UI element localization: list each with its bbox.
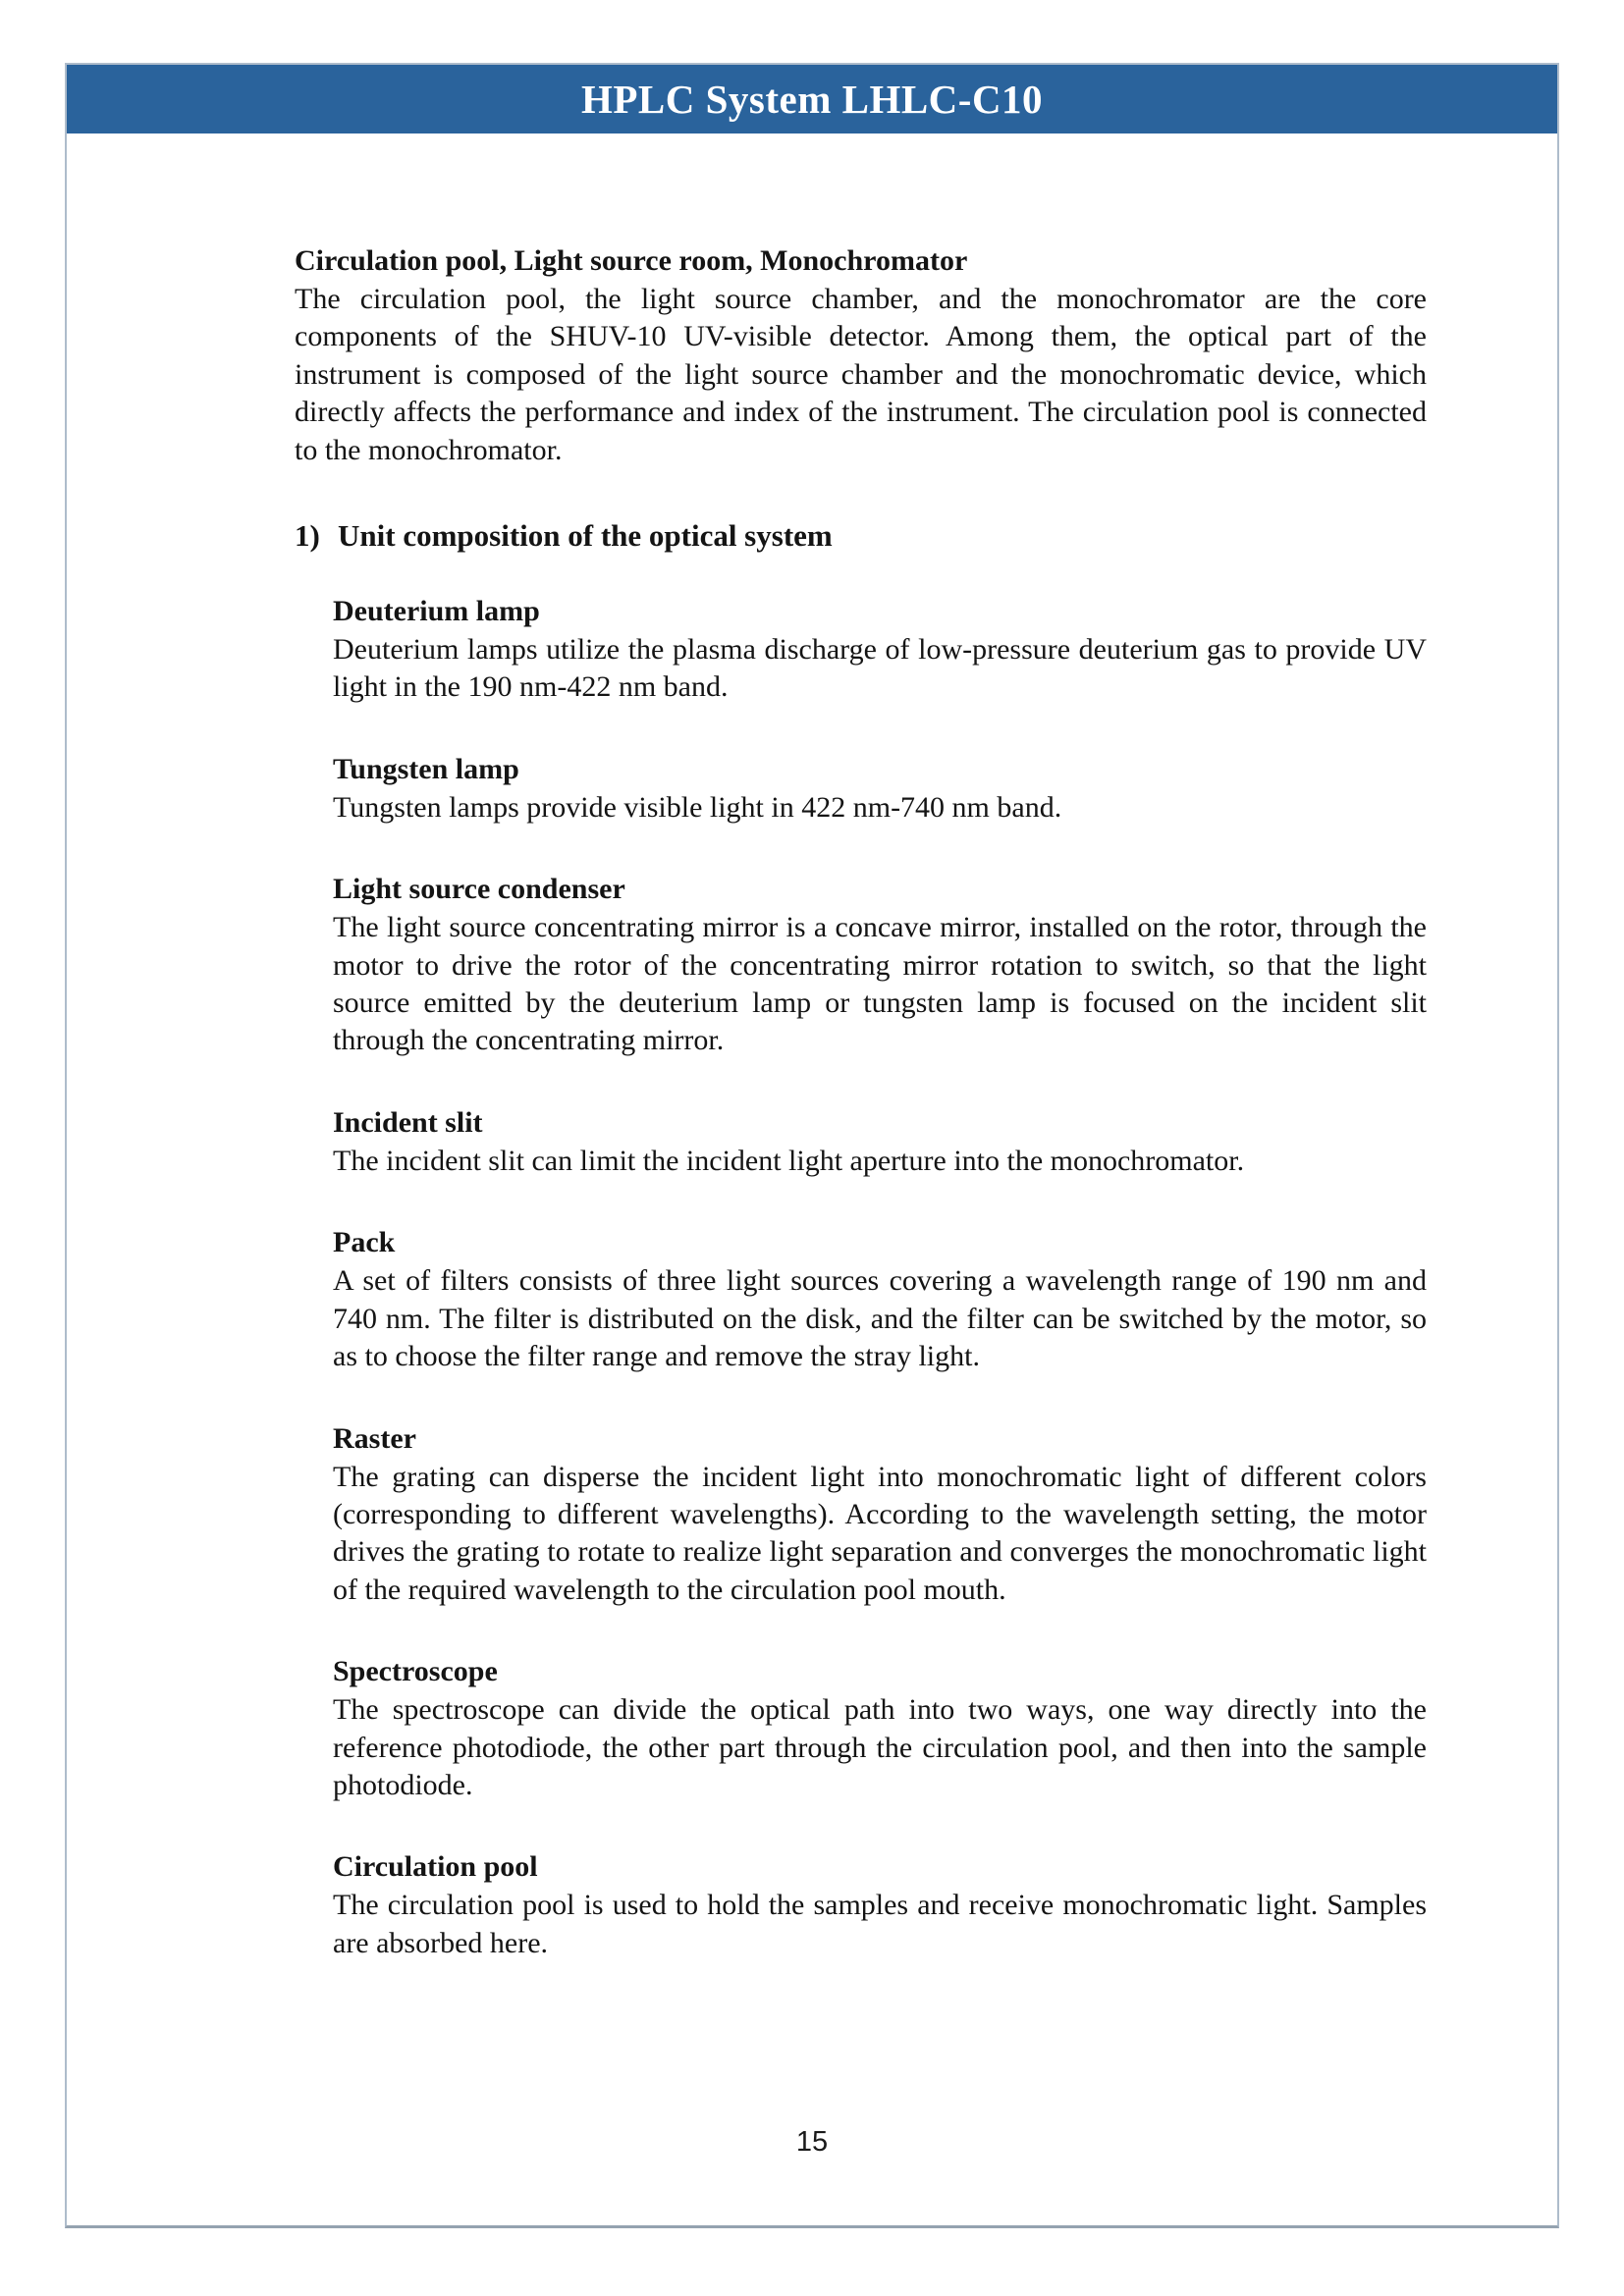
subsection-title: Light source condenser (333, 873, 625, 906)
subsection-body: The grating can disperse the incident light into monochromatic light of different colors (corresponding to different wavelengths). According to the wavelength setting, the motor drives the grating to rotate to realize light separation and converges the monochromatic light of the required wavelength to the circulation pool mouth. (333, 1460, 1427, 1606)
intro-paragraph: The circulation pool, the light source chamber, and the monochromator are the core components of the SHUV-10 UV-visible detector. Among them, the optical part of the instrument is composed of the light source chamber and the monochromatic device, which directly affects the performance and index of the instrument. The circulation pool is connected to the monochromator. (295, 283, 1427, 466)
subsection-title: Incident slit (333, 1105, 483, 1139)
subsection-title: Spectroscope (333, 1655, 498, 1688)
subsection-tungsten-lamp (333, 750, 1427, 827)
subsection-incident-slit (333, 1103, 1427, 1180)
list-title: Unit composition of the optical system (338, 518, 833, 554)
list-number: 1) (295, 518, 320, 554)
subsection-title: Pack (333, 1226, 396, 1259)
document-page (65, 63, 1559, 2228)
subsection-circulation-pool (333, 1847, 1427, 1962)
page-content (67, 133, 1557, 1962)
subsection-title: Deuterium lamp (333, 595, 540, 628)
subsection-deuterium-lamp (333, 592, 1427, 707)
subsection-raster (333, 1419, 1427, 1610)
page-header (67, 65, 1557, 133)
subsection-title: Tungsten lamp (333, 752, 519, 785)
intro-section (295, 241, 1427, 469)
page-header-title: HPLC System LHLC-C10 (580, 77, 1044, 122)
subsection-body: Deuterium lamps utilize the plasma discharge of low-pressure deuterium gas to provide UV light in the 190 nm-422 nm band. (333, 633, 1427, 704)
page-number: 15 (795, 2126, 829, 2158)
subsection-body: The spectroscope can divide the optical path into two ways, one way directly into the reference photodiode, the other part through the circulation pool, and then into the sample photodiode. (333, 1693, 1427, 1801)
subsection-body: The circulation pool is used to hold the samples and receive monochromatic light. Samples are absorbed here. (333, 1889, 1427, 1959)
numbered-list-item (295, 516, 1427, 556)
subsection-body: The incident slit can limit the incident light aperture into the monochromator. (333, 1144, 1245, 1177)
subsection-light-source-condenser (333, 870, 1427, 1060)
subsection-pack (333, 1223, 1427, 1375)
subsection-body: The light source concentrating mirror is a concave mirror, installed on the rotor, through the motor to drive the rotor of the concentrating mirror rotation to switch, so that the light source emitted by the deuterium lamp or tungsten lamp is focused on the incident slit through the concentrating mirror. (333, 911, 1427, 1057)
subsection-spectroscope (333, 1652, 1427, 1804)
subsection-title: Raster (333, 1421, 416, 1455)
subsection-body: A set of filters consists of three light sources covering a wavelength range of 190 nm and 740 nm. The filter is distributed on the disk, and the filter can be switched by the motor, so as to choose the filter range and remove the stray light. (333, 1264, 1427, 1373)
subsection-title: Circulation pool (333, 1850, 538, 1884)
intro-heading: Circulation pool, Light source room, Monochromator (295, 244, 968, 277)
subsection-body: Tungsten lamps provide visible light in 422 nm-740 nm band. (333, 790, 1062, 824)
